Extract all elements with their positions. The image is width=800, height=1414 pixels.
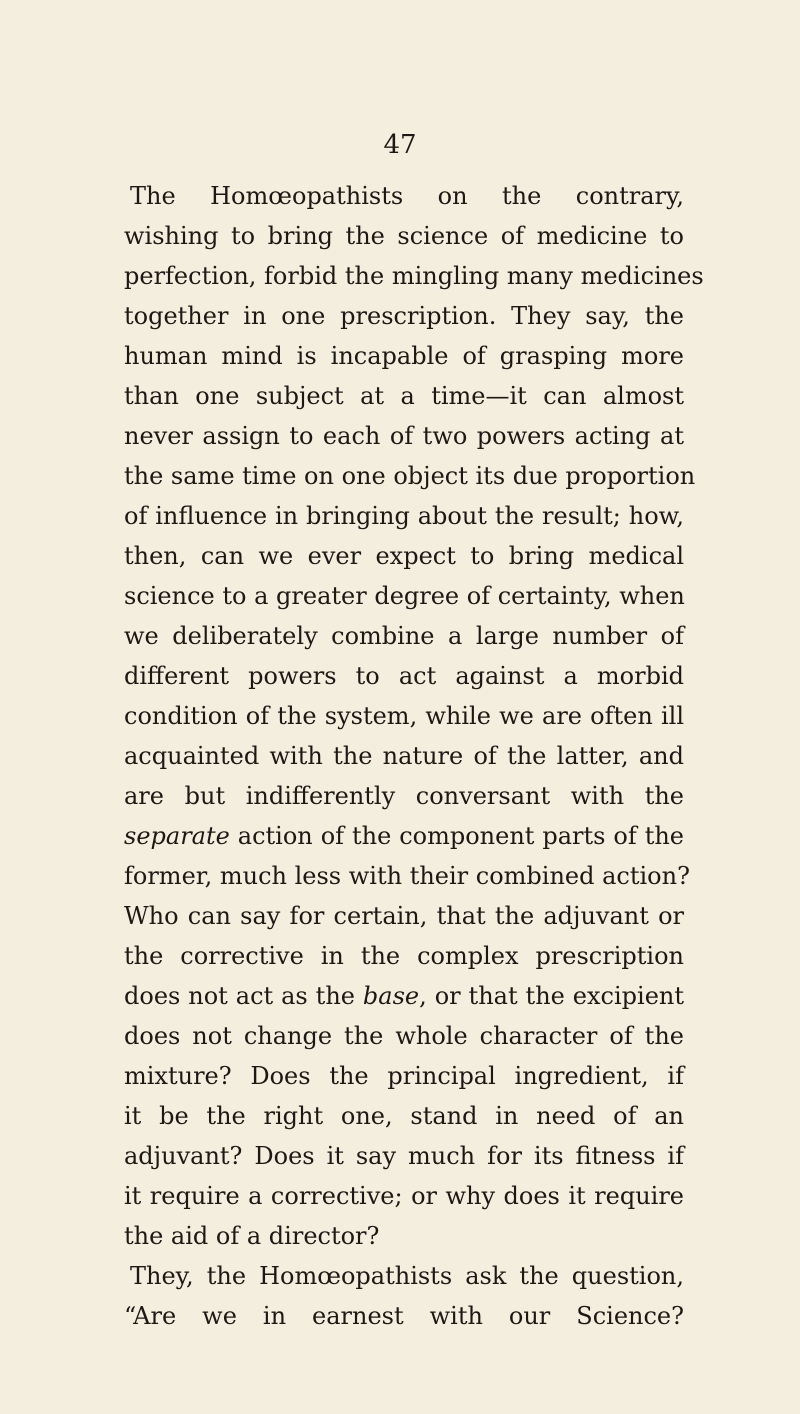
text-line <box>124 376 684 416</box>
text-segment: mixture? Does the principal ingredient, if <box>124 1062 684 1090</box>
text-line <box>124 1256 684 1296</box>
text-segment: science to a greater degree of certainty, when <box>124 582 685 610</box>
text-line <box>124 896 684 936</box>
text-segment: it require a corrective; or why does it require <box>124 1182 684 1210</box>
text-line <box>124 1056 684 1096</box>
text-line <box>124 1096 684 1136</box>
text-line <box>124 856 690 896</box>
text-line <box>124 1176 684 1216</box>
text-segment: former, much less with their combined action? <box>124 862 690 890</box>
text-segment: the same time on one object its due proportion <box>124 462 696 490</box>
text-segment: The Homœopathists on the contrary, <box>130 182 684 210</box>
text-segment: does not change the whole character of the <box>124 1022 684 1050</box>
text-line <box>124 296 684 336</box>
text-line <box>124 456 696 496</box>
text-segment: They, the Homœopathists ask the question, <box>130 1262 684 1290</box>
text-line <box>124 416 684 456</box>
text-segment: are but indifferently conversant with the <box>124 782 684 810</box>
text-line <box>124 616 684 656</box>
italic-text: separate <box>124 822 230 850</box>
text-line <box>124 1136 684 1176</box>
text-segment: adjuvant? Does it say much for its fitness if <box>124 1142 684 1170</box>
text-line <box>124 1296 684 1336</box>
text-line <box>124 216 684 256</box>
text-line <box>124 776 684 816</box>
text-segment: wishing to bring the science of medicine to <box>124 222 684 250</box>
text-line <box>124 1016 684 1056</box>
text-segment: together in one prescription. They say, the <box>124 302 684 330</box>
text-segment: than one subject at a time—it can almost <box>124 382 684 410</box>
text-line <box>124 736 684 776</box>
text-segment: of influence in bringing about the result; how, <box>124 502 684 530</box>
text-segment: acquainted with the nature of the latter, and <box>124 742 684 770</box>
text-segment: it be the right one, stand in need of an <box>124 1102 684 1130</box>
text-segment: , or that the excipient <box>419 982 684 1010</box>
text-line <box>124 816 684 856</box>
text-segment: then, can we ever expect to bring medical <box>124 542 684 570</box>
text-segment: does not act as the <box>124 982 363 1010</box>
text-line <box>124 256 704 296</box>
text-segment: different powers to act against a morbid <box>124 662 684 690</box>
text-segment: perfection, forbid the mingling many medicines <box>124 262 704 290</box>
page-number: 47 <box>383 130 417 160</box>
text-segment: never assign to each of two powers acting at <box>124 422 684 450</box>
text-line <box>124 696 684 736</box>
text-segment: we deliberately combine a large number of <box>124 622 684 650</box>
text-segment: the aid of a director? <box>124 1222 380 1250</box>
text-line <box>124 1216 684 1256</box>
text-line <box>124 336 684 376</box>
text-segment: Who can say for certain, that the adjuvant or <box>124 902 684 930</box>
text-line <box>124 536 684 576</box>
text-line <box>124 576 684 616</box>
text-line <box>124 976 684 1016</box>
text-segment: “Are we in earnest with our Science? <box>124 1302 684 1330</box>
text-segment: the corrective in the complex prescription <box>124 942 684 970</box>
text-line <box>124 176 684 216</box>
text-line <box>124 936 684 976</box>
text-line <box>124 496 684 536</box>
text-segment: action of the component parts of the <box>229 822 684 850</box>
body-text <box>124 176 704 1336</box>
italic-text: base <box>362 982 420 1010</box>
text-segment: human mind is incapable of grasping more <box>124 342 684 370</box>
text-segment: condition of the system, while we are often ill <box>124 702 684 730</box>
text-line <box>124 656 684 696</box>
